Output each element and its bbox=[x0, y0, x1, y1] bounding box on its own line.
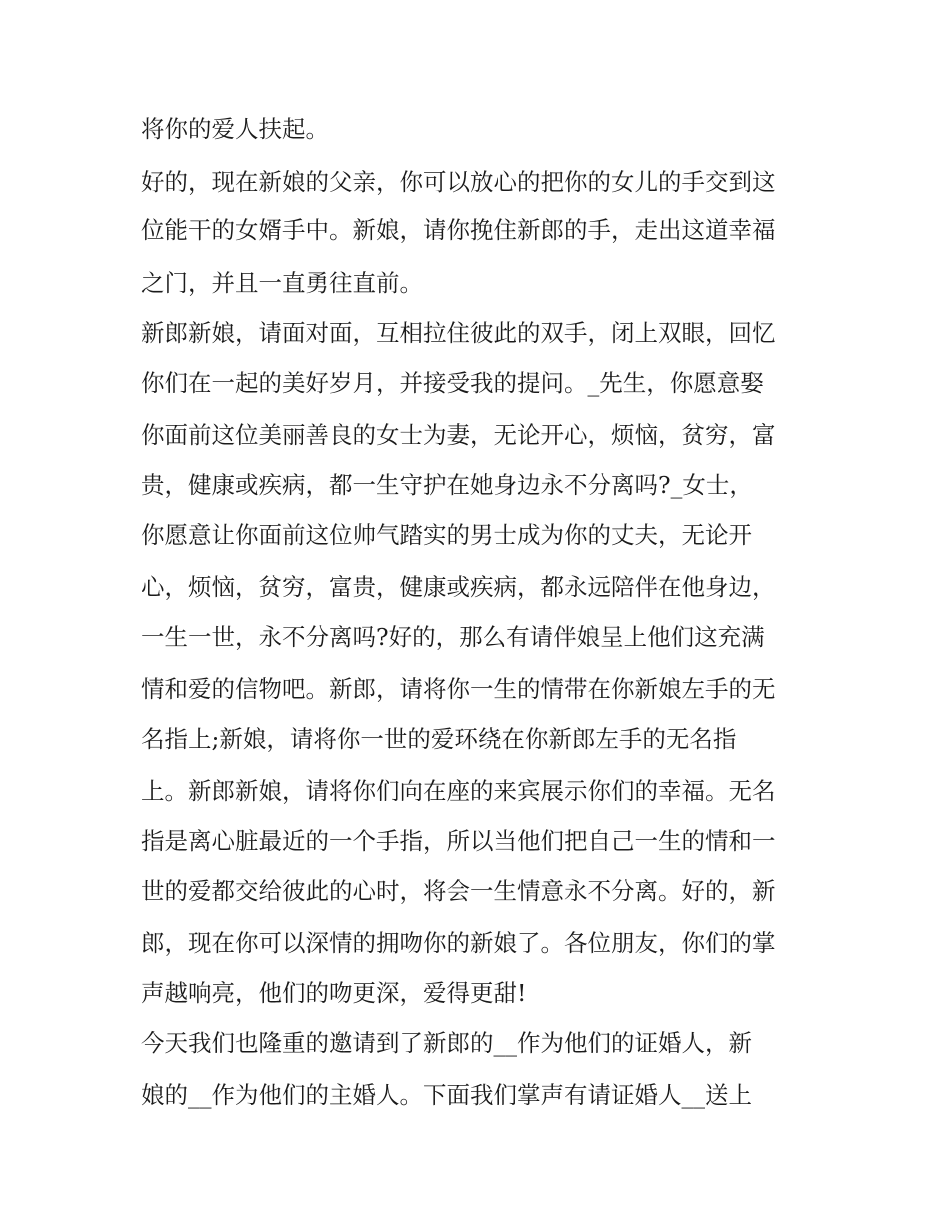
text-line: 上。新郎新娘，请将你们向在座的来宾展示你们的幸福。无名 bbox=[141, 777, 776, 805]
text-line: 情和爱的信物吧。新郎，请将你一生的情带在你新娘左手的无 bbox=[141, 675, 776, 703]
text-line: 心，烦恼，贫穷，富贵，健康或疾病，都永远陪伴在他身边， bbox=[141, 573, 776, 601]
text-line: 娘的__作为他们的主婚人。下面我们掌声有请证婚人__送上 bbox=[141, 1081, 752, 1109]
text-line: 新郎新娘，请面对面，互相拉住彼此的双手，闭上双眼，回忆 bbox=[141, 319, 776, 347]
text-line: 你面前这位美丽善良的女士为妻，无论开心，烦恼，贫穷，富 bbox=[141, 421, 776, 449]
text-line: 你愿意让你面前这位帅气踏实的男士成为你的丈夫，无论开 bbox=[141, 521, 752, 549]
text-line: 郎，现在你可以深情的拥吻你的新娘了。各位朋友，你们的掌 bbox=[141, 929, 776, 957]
text-line: 世的爱都交给彼此的心时，将会一生情意永不分离。好的，新 bbox=[141, 877, 776, 905]
text-line: 将你的爱人扶起。 bbox=[141, 115, 329, 143]
text-line: 贵，健康或疾病，都一生守护在她身边永不分离吗?_女士， bbox=[141, 471, 753, 499]
text-line: 之门，并且一直勇往直前。 bbox=[141, 269, 423, 297]
text-line: 声越响亮，他们的吻更深，爱得更甜! bbox=[141, 979, 527, 1007]
text-line: 你们在一起的美好岁月，并接受我的提问。_先生，你愿意娶 bbox=[141, 369, 764, 397]
text-line: 一生一世，永不分离吗?好的，那么有请伴娘呈上他们这充满 bbox=[141, 623, 765, 651]
text-line: 指是离心脏最近的一个手指，所以当他们把自己一生的情和一 bbox=[141, 827, 776, 855]
text-line: 好的，现在新娘的父亲，你可以放心的把你的女儿的手交到这 bbox=[141, 168, 776, 196]
text-line: 位能干的女婿手中。新娘，请你挽住新郎的手，走出这道幸福 bbox=[141, 216, 776, 244]
text-line: 名指上;新娘，请将你一世的爱环绕在你新郎左手的无名指 bbox=[141, 725, 737, 753]
text-line: 今天我们也隆重的邀请到了新郎的__作为他们的证婚人，新 bbox=[141, 1029, 752, 1057]
